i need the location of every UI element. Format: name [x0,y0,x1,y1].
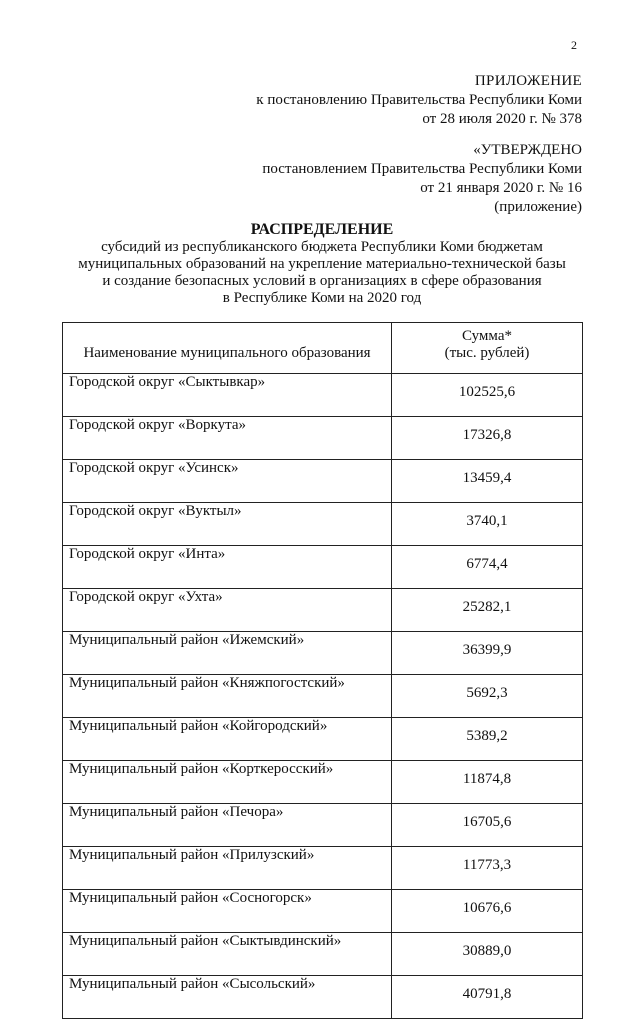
subsidy-amount-cell: 40791,8 [392,976,583,1019]
subsidy-amount-cell: 30889,0 [392,933,583,976]
approved-block [262,141,582,217]
subsidy-amount-cell: 5692,3 [392,675,583,718]
table-row [63,847,583,890]
table-row [63,632,583,675]
approved-resolution: постановлением Правительства Республики Коми [262,161,582,177]
heading-line-2: муниципальных образований на укрепление материально-технической базы [78,256,566,272]
appendix-title: ПРИЛОЖЕНИЕ [474,73,582,89]
table-row [63,589,583,632]
heading-line-1: субсидий из республиканского бюджета Республики Коми бюджетам [101,239,543,255]
municipality-name-cell: Городской округ «Усинск» [63,460,392,503]
subsidy-amount-cell: 10676,6 [392,890,583,933]
approved-note: (приложение) [494,199,582,215]
municipality-name-cell: Городской округ «Вуктыл» [63,503,392,546]
table-row [63,460,583,503]
approved-date: от 21 января 2020 г. № 16 [420,180,582,196]
header-sum-cell [392,323,583,374]
municipality-name-cell: Муниципальный район «Ижемский» [63,632,392,675]
table-row [63,976,583,1019]
municipality-name-cell: Муниципальный район «Сысольский» [63,976,392,1019]
subsidy-amount-cell: 13459,4 [392,460,583,503]
municipality-name-cell: Городской округ «Сыктывкар» [63,374,392,417]
header-sum-unit: (тыс. рублей) [444,345,530,361]
municipality-name-cell: Городской округ «Инта» [63,546,392,589]
table-row [63,675,583,718]
subsidy-amount-cell: 36399,9 [392,632,583,675]
table-row [63,417,583,460]
table-row [63,933,583,976]
subsidy-amount-cell: 11773,3 [392,847,583,890]
municipality-name-cell: Муниципальный район «Койгородский» [63,718,392,761]
document-title: РАСПРЕДЕЛЕНИЕ [250,221,394,238]
table-row [63,718,583,761]
table-row [63,804,583,847]
heading-line-3: и создание безопасных условий в организациях в сфере образования [102,273,542,289]
header-name-cell: Наименование муниципального образования [63,323,392,374]
appendix-date: от 28 июля 2020 г. № 378 [422,111,582,127]
table-row [63,546,583,589]
subsidy-amount-cell: 25282,1 [392,589,583,632]
municipality-name-cell: Муниципальный район «Сыктывдинский» [63,933,392,976]
municipality-name-cell: Муниципальный район «Прилузский» [63,847,392,890]
header-sum-label: Сумма* [462,328,512,344]
distribution-table [62,322,583,1019]
subsidy-amount-cell: 3740,1 [392,503,583,546]
municipality-name-cell: Муниципальный район «Корткеросский» [63,761,392,804]
appendix-block [256,72,582,129]
heading-line-4: в Республике Коми на 2020 год [222,290,422,306]
approved-title: «УТВЕРЖДЕНО [473,142,582,158]
subsidy-amount-cell: 11874,8 [392,761,583,804]
subsidy-amount-cell: 6774,4 [392,546,583,589]
subsidy-amount-cell: 16705,6 [392,804,583,847]
municipality-name-cell: Городской округ «Воркута» [63,417,392,460]
subsidy-amount-cell: 5389,2 [392,718,583,761]
appendix-resolution: к постановлению Правительства Республики Коми [256,92,582,108]
subsidy-amount-cell: 102525,6 [392,374,583,417]
table-row [63,761,583,804]
municipality-name-cell: Городской округ «Ухта» [63,589,392,632]
table-row [63,890,583,933]
page-number: 2 [571,38,577,52]
table-row [63,374,583,417]
table-header-row [63,323,583,374]
table-row [63,503,583,546]
document-heading [62,221,582,307]
municipality-name-cell: Муниципальный район «Печора» [63,804,392,847]
subsidy-amount-cell: 17326,8 [392,417,583,460]
municipality-name-cell: Муниципальный район «Княжпогостский» [63,675,392,718]
municipality-name-cell: Муниципальный район «Сосногорск» [63,890,392,933]
